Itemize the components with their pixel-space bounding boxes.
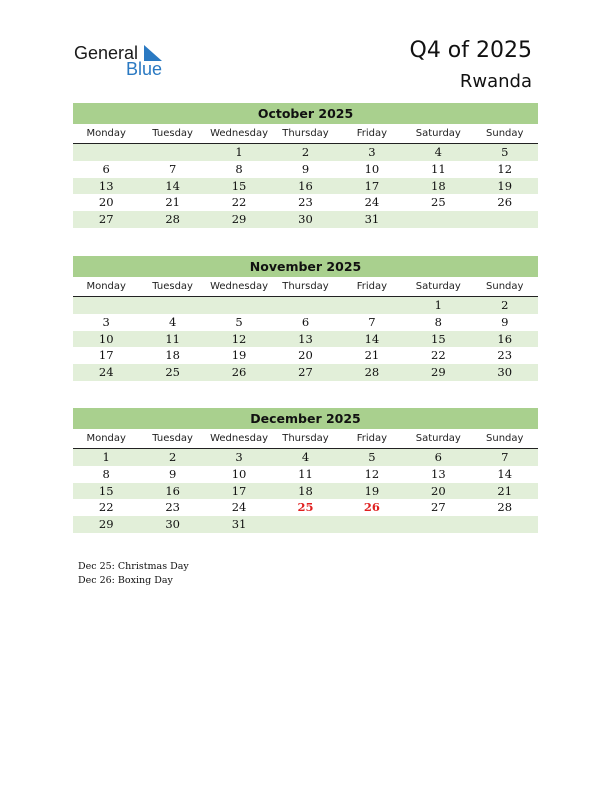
day-cell: 30 <box>497 365 513 380</box>
day-cell: 7 <box>168 161 177 176</box>
day-cell: 13 <box>98 178 114 193</box>
day-cell: 20 <box>431 483 446 498</box>
weekday-label: Friday <box>356 433 388 444</box>
weekday-label: Friday <box>356 281 388 292</box>
day-cell: 21 <box>497 483 513 498</box>
week-row <box>73 499 538 516</box>
day-cell <box>206 297 272 314</box>
day-cell: 3 <box>102 314 110 329</box>
weekday-label: Sunday <box>486 128 524 139</box>
day-cell: 14 <box>497 466 513 481</box>
weekday-label: Sunday <box>486 433 524 444</box>
day-cell: 28 <box>497 500 513 515</box>
week-row <box>73 364 538 381</box>
logo-word-general: General <box>74 43 139 63</box>
day-cell: 19 <box>497 178 513 193</box>
day-cell <box>139 144 205 161</box>
day-cell: 3 <box>368 145 376 159</box>
day-cell <box>139 297 205 314</box>
week-row <box>73 144 538 161</box>
day-cell: 18 <box>165 348 180 363</box>
month-october <box>73 103 538 228</box>
week-row <box>73 516 538 533</box>
day-cell: 10 <box>231 466 247 481</box>
day-cell: 4 <box>301 450 310 464</box>
week-row <box>73 314 538 331</box>
day-cell: 24 <box>98 365 114 380</box>
week-row <box>73 194 538 211</box>
weekday-label: Saturday <box>415 128 461 139</box>
day-cell: 10 <box>98 331 114 346</box>
day-cell: 8 <box>235 161 243 176</box>
weekday-label: Wednesday <box>210 128 268 139</box>
weekday-label: Thursday <box>282 433 329 444</box>
month-november <box>73 256 538 381</box>
day-cell: 25 <box>431 195 446 210</box>
day-cell: 12 <box>497 161 513 176</box>
day-cell: 7 <box>501 450 509 464</box>
day-cell: 30 <box>165 517 180 532</box>
day-cell: 16 <box>165 483 180 498</box>
day-cell: 6 <box>434 450 442 464</box>
weekday-label: Wednesday <box>210 281 268 292</box>
month-title: October 2025 <box>73 103 538 124</box>
day-cell: 30 <box>298 212 313 227</box>
weekday-label: Sunday <box>486 281 524 292</box>
day-cell: 31 <box>231 517 247 532</box>
day-cell: 15 <box>231 178 247 193</box>
day-cell: 5 <box>368 450 376 464</box>
weekday-label: Tuesday <box>152 281 193 292</box>
day-cell: 7 <box>368 314 376 329</box>
day-cell: 23 <box>165 500 180 515</box>
holiday-note: Dec 25: Christmas Day <box>78 561 189 572</box>
day-cell: 11 <box>165 331 180 346</box>
day-cell: 17 <box>364 178 380 193</box>
day-cell: 26 <box>497 195 513 210</box>
day-cell: 24 <box>364 195 380 210</box>
day-cell: 5 <box>501 145 509 159</box>
day-cell: 22 <box>98 500 114 515</box>
day-cell: 29 <box>431 365 446 380</box>
weekday-label: Saturday <box>415 433 461 444</box>
day-cell: 13 <box>298 331 313 346</box>
day-cell: 14 <box>364 331 380 346</box>
weekday-label: Monday <box>86 433 126 444</box>
day-cell <box>472 211 538 228</box>
weekday-label: Wednesday <box>210 433 268 444</box>
month-december <box>73 408 538 533</box>
day-cell: 1 <box>102 450 110 464</box>
holiday-notes <box>78 560 189 588</box>
weekday-label: Monday <box>86 281 126 292</box>
day-cell: 21 <box>165 195 180 210</box>
day-cell: 18 <box>298 483 313 498</box>
day-cell: 2 <box>301 145 310 159</box>
day-cell: 6 <box>102 161 110 176</box>
holiday-note: Dec 26: Boxing Day <box>78 575 173 586</box>
day-cell: 11 <box>431 161 446 176</box>
week-row <box>73 466 538 483</box>
weekday-label: Thursday <box>282 128 329 139</box>
logo-word-blue: Blue <box>126 59 163 79</box>
day-cell: 18 <box>431 178 446 193</box>
day-cell: 9 <box>168 466 177 481</box>
weekday-header-row <box>73 277 538 297</box>
day-cell: 22 <box>231 195 247 210</box>
day-cell: 16 <box>497 331 513 346</box>
day-cell: 1 <box>235 145 243 159</box>
day-cell: 8 <box>434 314 442 329</box>
weekday-header-row <box>73 124 538 144</box>
day-cell <box>272 297 338 314</box>
day-cell: 14 <box>165 178 180 193</box>
weekday-label: Tuesday <box>152 433 193 444</box>
day-cell: 21 <box>364 348 380 363</box>
week-row <box>73 161 538 178</box>
day-cell: 4 <box>434 145 442 159</box>
weekday-label: Monday <box>86 128 126 139</box>
day-cell: 4 <box>168 314 177 329</box>
week-row <box>73 347 538 364</box>
week-row <box>73 211 538 228</box>
day-cell: 2 <box>168 450 177 464</box>
day-cell: 17 <box>231 483 247 498</box>
day-cell: 19 <box>364 483 380 498</box>
weekday-header-row <box>73 429 538 449</box>
day-cell: 6 <box>301 314 310 329</box>
day-cell: 15 <box>98 483 114 498</box>
holiday-day-cell: 26 <box>363 500 380 515</box>
day-cell: 17 <box>98 348 114 363</box>
day-cell: 1 <box>434 298 442 312</box>
day-cell: 8 <box>102 466 110 481</box>
week-row <box>73 178 538 195</box>
day-cell: 22 <box>431 348 446 363</box>
day-cell: 29 <box>231 212 247 227</box>
day-cell: 9 <box>301 161 310 176</box>
day-cell: 23 <box>497 348 513 363</box>
day-cell: 5 <box>235 314 243 329</box>
day-cell: 19 <box>231 348 247 363</box>
weekday-label: Friday <box>356 128 388 139</box>
day-cell: 25 <box>165 365 180 380</box>
day-cell: 24 <box>231 500 247 515</box>
day-cell: 27 <box>431 500 446 515</box>
day-cell <box>472 516 538 533</box>
day-cell: 20 <box>98 195 114 210</box>
day-cell <box>405 211 471 228</box>
day-cell: 2 <box>501 298 509 312</box>
day-cell: 12 <box>231 331 247 346</box>
week-row <box>73 297 538 314</box>
weekday-label: Saturday <box>415 281 461 292</box>
week-row <box>73 449 538 466</box>
weekday-label: Tuesday <box>152 128 193 139</box>
day-cell <box>339 516 405 533</box>
day-cell <box>73 144 139 161</box>
day-cell: 28 <box>165 212 180 227</box>
day-cell <box>405 516 471 533</box>
day-cell: 16 <box>298 178 313 193</box>
month-title: December 2025 <box>73 408 538 429</box>
day-cell: 31 <box>364 212 380 227</box>
week-row <box>73 331 538 348</box>
day-cell: 15 <box>431 331 446 346</box>
day-cell: 28 <box>364 365 380 380</box>
weekday-label: Thursday <box>282 281 329 292</box>
quarter-title: Q4 of 2025 <box>409 38 532 63</box>
day-cell: 10 <box>364 161 380 176</box>
country-name: Rwanda <box>459 71 532 92</box>
day-cell: 20 <box>298 348 313 363</box>
day-cell: 29 <box>98 517 114 532</box>
day-cell <box>73 297 139 314</box>
day-cell: 27 <box>98 212 114 227</box>
day-cell: 9 <box>501 314 509 329</box>
day-cell: 26 <box>231 365 247 380</box>
day-cell: 23 <box>298 195 313 210</box>
day-cell: 11 <box>298 466 313 481</box>
day-cell: 27 <box>298 365 313 380</box>
day-cell <box>339 297 405 314</box>
week-row <box>73 483 538 500</box>
day-cell: 3 <box>235 450 243 464</box>
holiday-day-cell: 25 <box>297 500 314 515</box>
month-title: November 2025 <box>73 256 538 277</box>
day-cell: 13 <box>431 466 446 481</box>
day-cell: 12 <box>364 466 380 481</box>
day-cell <box>272 516 338 533</box>
logo <box>74 42 194 82</box>
